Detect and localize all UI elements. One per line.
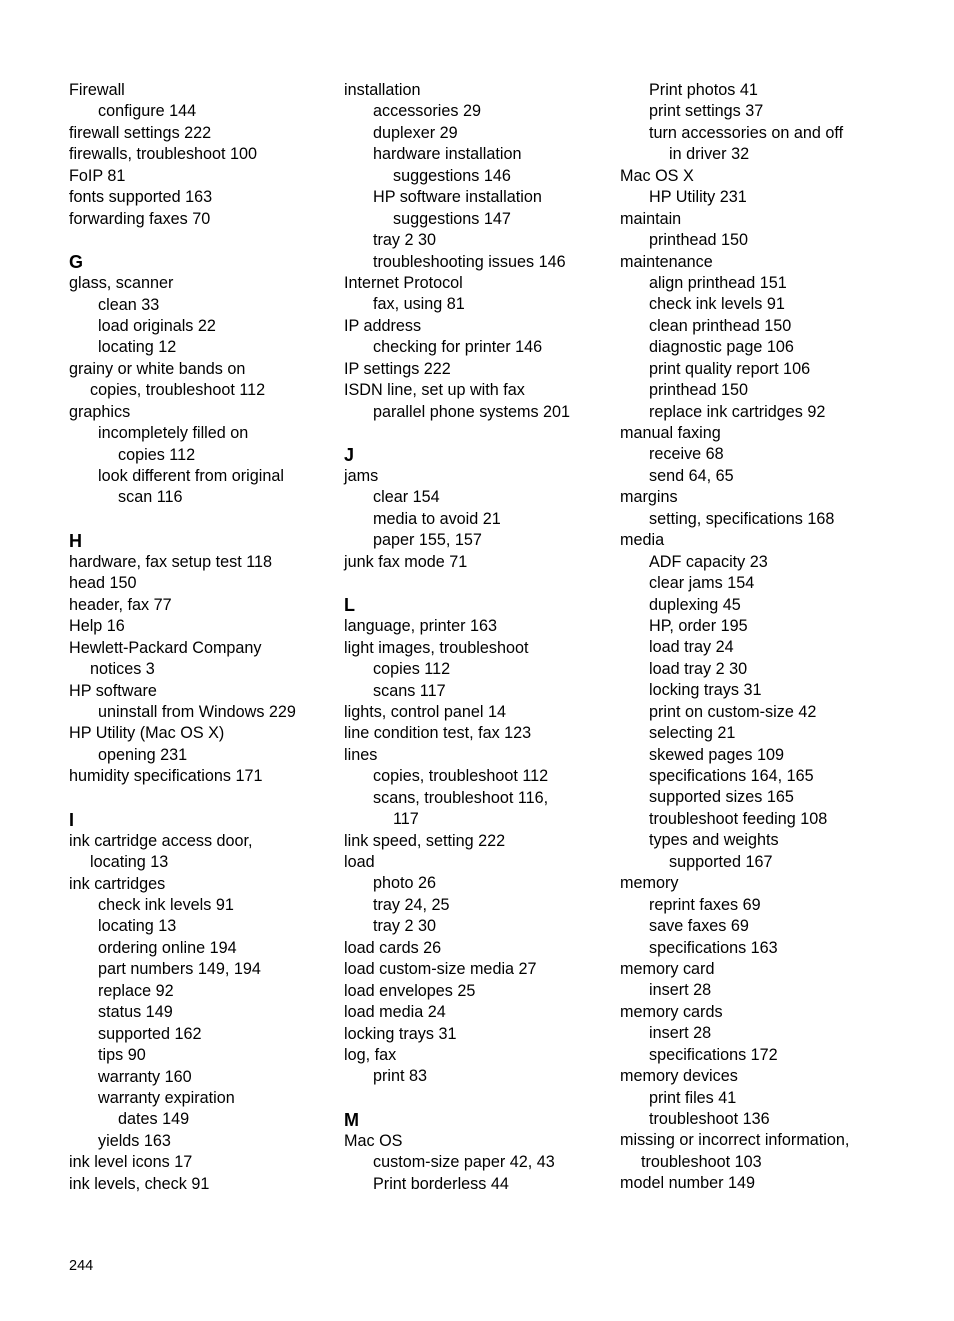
index-subentry: tray 2 30 <box>373 917 436 936</box>
index-entry: ink cartridge access door, <box>69 831 253 850</box>
index-subentry: specifications 163 <box>649 938 778 957</box>
index-subentry: supported 167 <box>669 852 773 871</box>
index-entry: language, printer 163 <box>344 617 497 636</box>
index-entry: media <box>620 531 665 550</box>
index-subentry: paper 155, 157 <box>373 531 482 550</box>
index-entry: junk fax mode 71 <box>344 552 468 571</box>
index-subentry: tray 2 30 <box>373 231 436 250</box>
index-subentry: receive 68 <box>649 445 724 464</box>
index-entry: IP address <box>344 316 422 335</box>
index-subentry: part numbers 149, 194 <box>98 960 261 979</box>
index-entry: Mac OS <box>344 1131 403 1150</box>
index-entry: manual faxing <box>620 424 721 442</box>
index-subentry: copies 112 <box>373 660 451 679</box>
index-entry: link speed, setting 222 <box>344 831 506 850</box>
section-letter-heading: J <box>344 445 355 465</box>
index-entry: load envelopes 25 <box>344 981 476 1000</box>
index-entry: memory card <box>620 959 715 978</box>
index-entry: HP Utility (Mac OS X) <box>69 724 225 743</box>
index-subentry: ordering online 194 <box>98 938 237 957</box>
index-entry: lights, control panel 14 <box>344 702 506 721</box>
index-subentry: warranty expiration <box>98 1088 235 1107</box>
section-letter-heading: H <box>69 530 82 551</box>
index-subentry: duplexing 45 <box>649 595 741 614</box>
index-subentry: ADF capacity 23 <box>649 552 768 571</box>
index-subentry: print quality report 106 <box>649 359 811 378</box>
index-subentry: warranty 160 <box>98 1067 192 1086</box>
index-subentry: troubleshoot feeding 108 <box>649 809 828 828</box>
index-entry: maintenance <box>620 252 713 271</box>
index-subentry: clear 154 <box>373 488 440 507</box>
index-entry: Firewall <box>69 81 125 99</box>
index-subentry: Print borderless 44 <box>373 1174 509 1193</box>
index-entry: graphics <box>69 402 131 421</box>
index-subentry: scans, troubleshoot 116, <box>373 788 549 807</box>
index-entry: load cards 26 <box>344 938 442 957</box>
index-subentry: align printhead 151 <box>649 273 787 292</box>
index-entry: FoIP 81 <box>69 166 126 185</box>
section-letter-heading: L <box>344 595 355 616</box>
index-subentry: clear jams 154 <box>649 574 755 593</box>
index-subentry: duplexer 29 <box>373 123 458 142</box>
index-subentry: accessories 29 <box>373 102 481 121</box>
index-entry: model number 149 <box>620 1174 755 1193</box>
index-subentry: save faxes 69 <box>649 917 749 936</box>
index-entry: load <box>344 853 375 871</box>
index-subentry: print settings 37 <box>649 102 764 121</box>
page-number: 244 <box>69 1258 94 1274</box>
index-subentry: incompletely filled on <box>98 424 249 443</box>
index-column-1 <box>69 80 331 1195</box>
index-entry: Hewlett-Packard Company <box>69 638 262 657</box>
index-entry: line condition test, fax 123 <box>344 724 532 743</box>
index-subentry: custom-size paper 42, 43 <box>373 1153 555 1172</box>
index-subentry: print on custom-size 42 <box>649 702 817 721</box>
index-subentry: send 64, 65 <box>649 466 734 485</box>
index-subentry: 117 <box>393 810 419 829</box>
index-entry: head 150 <box>69 574 137 593</box>
index-subentry: tips 90 <box>98 1046 146 1065</box>
index-subentry: in driver 32 <box>669 145 750 164</box>
index-subentry: insert 28 <box>649 981 712 1000</box>
index-subentry: notices 3 <box>90 660 155 679</box>
index-column-3 <box>620 80 910 1195</box>
index-entry: hardware, fax setup test 118 <box>69 552 273 571</box>
index-subentry: suggestions 146 <box>393 166 511 185</box>
index-subentry: opening 231 <box>98 745 188 764</box>
index-subentry: scans 117 <box>373 681 446 700</box>
index-subentry: locking trays 31 <box>649 681 762 700</box>
index-entry: maintain <box>620 209 682 228</box>
index-subentry: diagnostic page 106 <box>649 338 794 357</box>
index-subentry: fax, using 81 <box>373 295 465 314</box>
index-column-2 <box>344 80 606 1195</box>
section-letter-heading: M <box>344 1109 359 1130</box>
index-subentry: turn accessories on and off <box>649 123 844 142</box>
index-subentry: printhead 150 <box>649 381 749 400</box>
index-subentry: look different from original <box>98 467 284 485</box>
index-entry: ink levels, check 91 <box>69 1174 210 1193</box>
index-subentry: reprint faxes 69 <box>649 895 761 914</box>
index-subentry: replace 92 <box>98 981 174 1000</box>
index-subentry: Print photos 41 <box>649 81 758 99</box>
index-subentry: locating 13 <box>90 853 169 872</box>
index-entry: header, fax 77 <box>69 595 172 614</box>
index-entry: missing or incorrect information, <box>620 1131 850 1150</box>
index-subentry: specifications 164, 165 <box>649 767 814 785</box>
index-subentry: check ink levels 91 <box>98 896 234 914</box>
index-entry: memory cards <box>620 1002 723 1021</box>
index-entry: load custom-size media 27 <box>344 960 537 979</box>
index-subentry: troubleshoot 136 <box>649 1110 770 1128</box>
index-entry: memory devices <box>620 1067 738 1086</box>
index-subentry: skewed pages 109 <box>649 745 784 764</box>
index-subentry: tray 24, 25 <box>373 895 450 914</box>
index-subentry: print 83 <box>373 1067 427 1086</box>
index-subentry: HP Utility 231 <box>649 188 747 207</box>
index-subentry: troubleshoot 103 <box>641 1152 762 1171</box>
index-subentry: uninstall from Windows 229 <box>98 702 296 721</box>
index-entry: ink level icons 17 <box>69 1153 193 1172</box>
index-entry: load media 24 <box>344 1003 446 1022</box>
index-subentry: replace ink cartridges 92 <box>649 402 826 421</box>
index-subentry: copies, troubleshoot 112 <box>373 767 549 786</box>
index-entry: humidity specifications 171 <box>69 767 263 786</box>
index-entry: installation <box>344 81 421 99</box>
index-entry: margins <box>620 488 678 507</box>
index-subentry: HP, order 195 <box>649 616 748 635</box>
index-entry: Internet Protocol <box>344 273 463 292</box>
index-entry: firewalls, troubleshoot 100 <box>69 145 258 164</box>
index-subentry: clean 33 <box>98 295 160 314</box>
index-subentry: locating 12 <box>98 338 177 357</box>
index-subentry: copies, troubleshoot 112 <box>90 381 266 400</box>
index-subentry: HP software installation <box>373 188 542 207</box>
index-subentry: insert 28 <box>649 1024 712 1043</box>
index-subentry: suggestions 147 <box>393 209 511 228</box>
index-subentry: load tray 24 <box>649 638 734 657</box>
index-entry: jams <box>344 467 379 485</box>
index-subentry: troubleshooting issues 146 <box>373 252 566 271</box>
index-subentry: copies 112 <box>118 445 196 464</box>
index-entry: log, fax <box>344 1045 397 1064</box>
index-subentry: specifications 172 <box>649 1045 778 1064</box>
index-subentry: setting, specifications 168 <box>649 509 835 528</box>
index-entry: locking trays 31 <box>344 1024 457 1043</box>
index-entry: memory <box>620 874 679 893</box>
index-subentry: load originals 22 <box>98 316 216 335</box>
index-subentry: checking for printer 146 <box>373 338 543 357</box>
index-entry: lines <box>344 745 378 764</box>
index-entry: Help 16 <box>69 617 125 636</box>
index-subentry: selecting 21 <box>649 724 736 743</box>
index-subentry: hardware installation <box>373 145 522 164</box>
index-subentry: clean printhead 150 <box>649 316 792 335</box>
index-entry: grainy or white bands on <box>69 359 246 378</box>
index-subentry: media to avoid 21 <box>373 509 501 528</box>
index-entry: ISDN line, set up with fax <box>344 381 525 400</box>
index-entry: Mac OS X <box>620 166 694 185</box>
index-subentry: scan 116 <box>118 488 183 507</box>
index-entry: fonts supported 163 <box>69 188 213 207</box>
index-subentry: locating 13 <box>98 917 177 936</box>
index-subentry: yields 163 <box>98 1131 171 1150</box>
index-entry: HP software <box>69 681 157 700</box>
index-entry: ink cartridges <box>69 874 166 893</box>
index-subentry: status 149 <box>98 1003 173 1022</box>
index-entry: light images, troubleshoot <box>344 638 529 657</box>
index-entry: firewall settings 222 <box>69 123 212 142</box>
section-letter-heading: I <box>69 809 75 830</box>
index-subentry: dates 149 <box>118 1110 190 1129</box>
index-subentry: load tray 2 30 <box>649 659 748 678</box>
index-subentry: supported sizes 165 <box>649 788 794 807</box>
index-entry: glass, scanner <box>69 274 174 293</box>
index-entry: forwarding faxes 70 <box>69 209 211 228</box>
index-subentry: configure 144 <box>98 102 197 121</box>
index-subentry: print files 41 <box>649 1088 737 1107</box>
section-letter-heading: G <box>69 252 84 273</box>
index-subentry: types and weights <box>649 831 779 850</box>
index-subentry: supported 162 <box>98 1024 202 1043</box>
index-entry: IP settings 222 <box>344 359 451 378</box>
index-subentry: printhead 150 <box>649 231 749 250</box>
index-subentry: parallel phone systems 201 <box>373 402 571 421</box>
index-subentry: check ink levels 91 <box>649 295 785 314</box>
index-subentry: photo 26 <box>373 874 437 893</box>
